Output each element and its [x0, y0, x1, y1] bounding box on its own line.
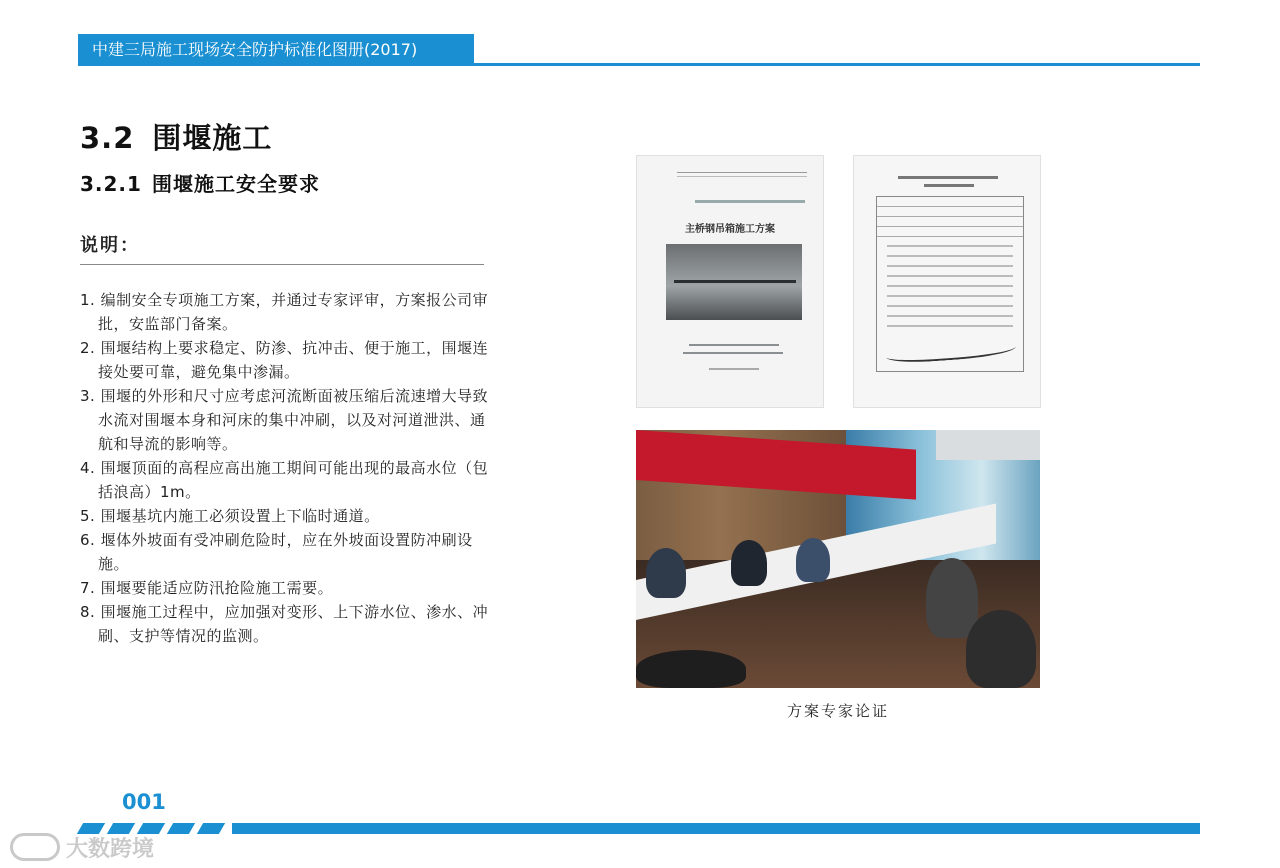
- form-title-line: [898, 176, 998, 179]
- section-title-text: 围堰施工: [152, 121, 273, 155]
- list-item: 5. 围堰基坑内施工必须设置上下临时通道。: [80, 507, 380, 525]
- document-title: 主桥钢吊箱施工方案: [685, 224, 775, 235]
- watermark-text: 大数跨境: [66, 836, 155, 862]
- bridge-photo: [666, 244, 802, 320]
- subsection-title-text: 围堰施工安全要求: [151, 172, 320, 196]
- document-footer-line: [683, 352, 783, 354]
- watermark: [10, 832, 154, 862]
- document-subheader: [695, 200, 805, 203]
- notes-divider: [80, 264, 484, 265]
- document-footer-line: [689, 344, 779, 346]
- list-item: 1. 编制安全专项施工方案，并通过专家评审，方案报公司审批，安监部门备案。: [80, 291, 489, 333]
- list-item: 6. 堰体外坡面有受冲刷危险时，应在外坡面设置防冲刷设施。: [80, 531, 473, 573]
- list-item: 7. 围堰要能适应防汛抢险施工需要。: [80, 579, 334, 597]
- form-subtitle-line: [924, 184, 974, 187]
- list-item: 3. 围堰的外形和尺寸应考虑河流断面被压缩后流速增大导致水流对围堰本身和河床的集中冲刷，以及对河道泄洪、通航和导流的影响等。: [80, 387, 489, 453]
- document-header-lines: [677, 172, 807, 177]
- header-title: 中建三局施工现场安全防护标准化图册(2017): [78, 34, 474, 66]
- expert-review-form-image: [853, 155, 1041, 408]
- document-date-line: [709, 368, 759, 370]
- watermark-logo-icon: [10, 833, 60, 861]
- list-item: 2. 围堰结构上要求稳定、防渗、抗冲击、便于施工，围堰连接处要可靠，避免集中渗漏。: [80, 339, 489, 381]
- section-number: 3.2: [80, 121, 135, 155]
- photo-caption: 方案专家论证: [786, 702, 889, 720]
- list-item: 8. 围堰施工过程中，应加强对变形、上下游水位、渗水、冲刷、支护等情况的监测。: [80, 603, 489, 645]
- section-title: [80, 116, 272, 157]
- subsection-number: 3.2.1: [80, 172, 142, 196]
- subsection-title: [80, 168, 320, 197]
- expert-meeting-photo: [636, 430, 1040, 688]
- list-item: 4. 围堰顶面的高程应高出施工期间可能出现的最高水位（包括浪高）1m。: [80, 459, 489, 501]
- notes-label: 说明：: [80, 235, 140, 256]
- footer-rule: [232, 823, 1200, 834]
- header-rule: [78, 63, 1200, 66]
- construction-plan-document-image: [636, 155, 824, 408]
- page-number: 001: [122, 790, 166, 814]
- requirements-list: [80, 288, 490, 648]
